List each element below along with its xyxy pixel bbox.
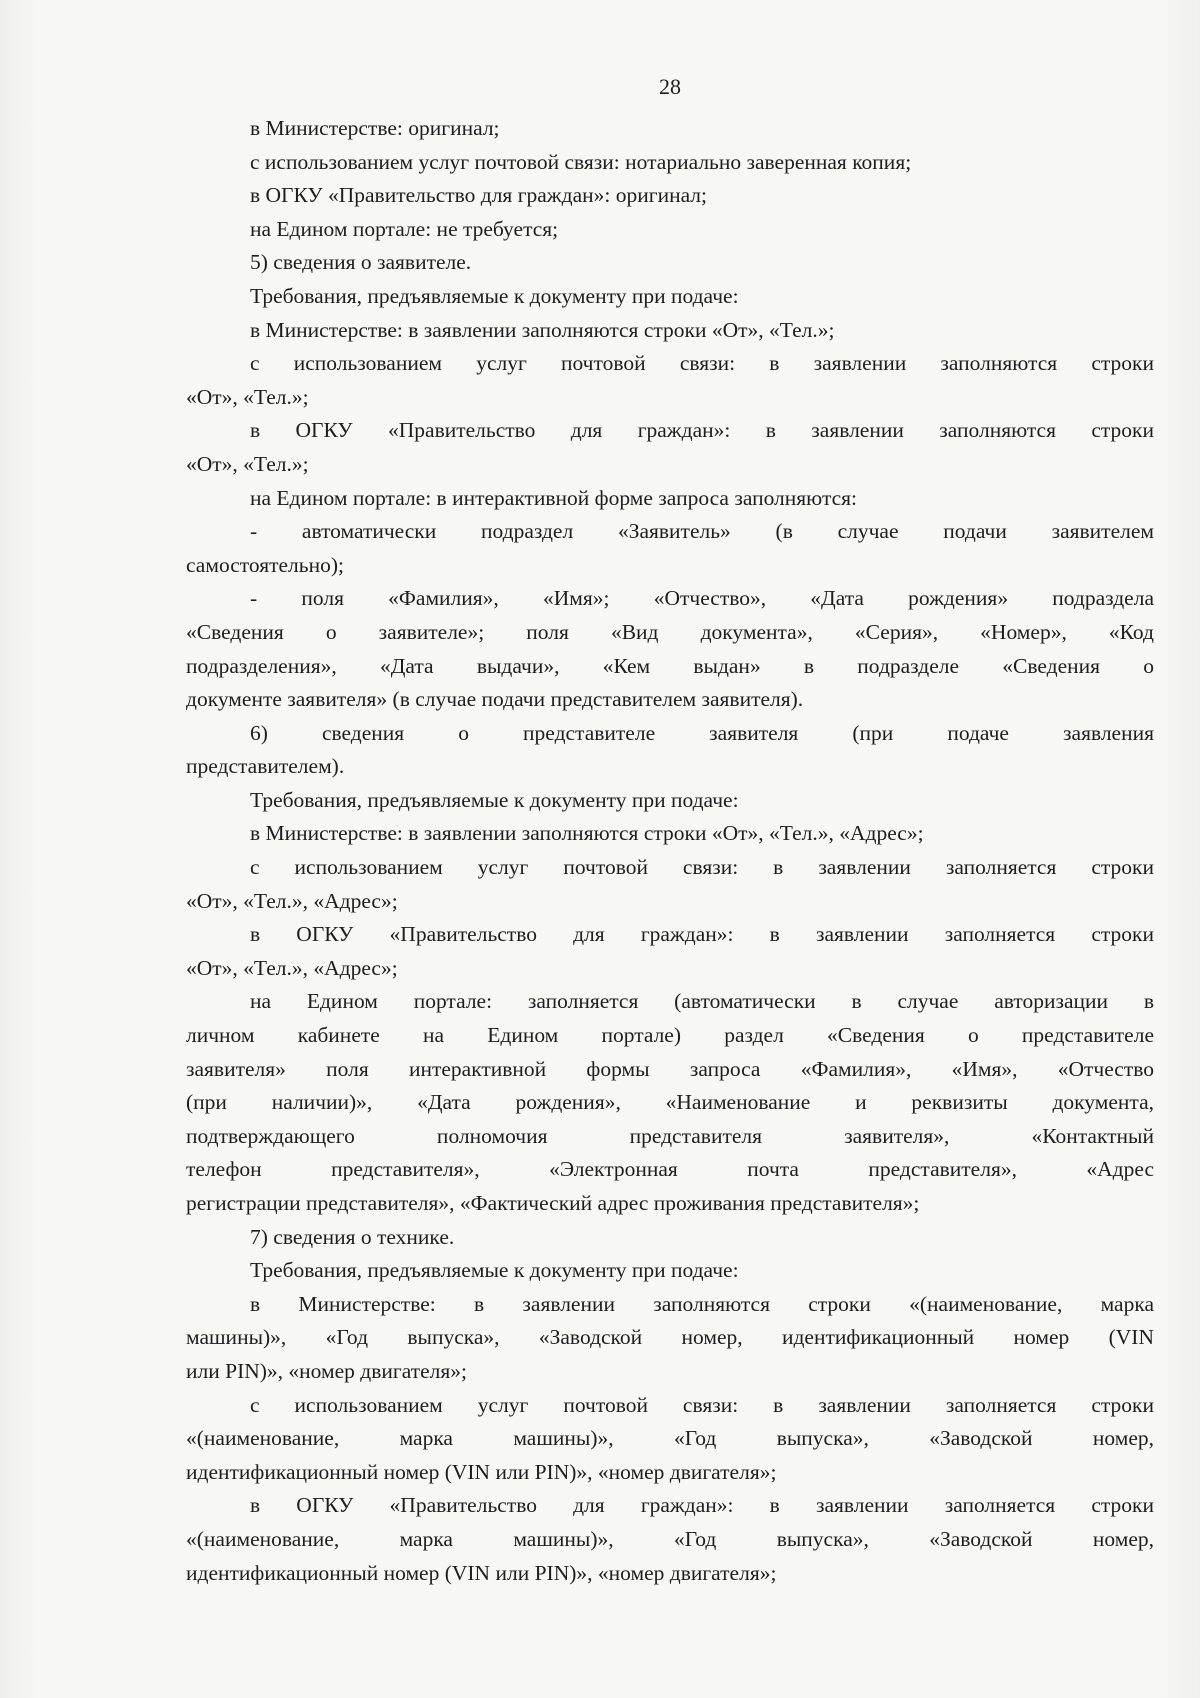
text-line: на Едином портале: в интерактивной форме запроса заполняются:	[250, 485, 858, 510]
text-line: заявителя» поля интерактивной формы запроса «Фамилия», «Имя», «Отчество	[186, 1056, 1154, 1081]
text-line: 5) сведения о заявителе.	[250, 250, 472, 275]
text-line: в ОГКУ «Правительство для граждан»: в заявлении заполняются строки	[250, 418, 1154, 443]
text-line: в ОГКУ «Правительство для граждан»: в заявлении заполняется строки	[250, 1493, 1154, 1518]
text-line: с использованием услуг почтовой связи: в заявлении заполняется строки	[250, 855, 1154, 880]
text-line: представителем).	[186, 754, 345, 779]
text-line: «От», «Тел.», «Адрес»;	[186, 888, 398, 913]
text-line: самостоятельно);	[186, 552, 344, 577]
text-line: в ОГКУ «Правительство для граждан»: в заявлении заполняется строки	[250, 922, 1154, 947]
text-line: на Едином портале: не требуется;	[250, 216, 559, 241]
text-line: машины)», «Год выпуска», «Заводской номер, идентификационный номер (VIN	[186, 1325, 1154, 1350]
text-line: телефон представителя», «Электронная почта представителя», «Адрес	[186, 1157, 1154, 1182]
text-line: с использованием услуг почтовой связи: нотариально заверенная копия;	[250, 149, 912, 174]
text-line: идентификационный номер (VIN или PIN)», «номер двигателя»;	[186, 1560, 777, 1585]
text-line: или PIN)», «номер двигателя»;	[186, 1358, 467, 1383]
text-line: 7) сведения о технике.	[250, 1224, 455, 1249]
text-line: 6) сведения о представителе заявителя (при подаче заявления	[250, 720, 1154, 745]
text-line: в Министерстве: оригинал;	[250, 116, 500, 140]
page-number: 28	[659, 74, 681, 99]
text-line: - поля «Фамилия», «Имя»; «Отчество», «Дата рождения» подраздела	[250, 586, 1154, 611]
text-line: подтверждающего полномочия представителя заявителя», «Контактный	[186, 1123, 1154, 1148]
text-line: в Министерстве: в заявлении заполняются строки «(наименование, марка	[250, 1291, 1154, 1316]
text-line: «От», «Тел.», «Адрес»;	[186, 955, 398, 980]
text-line: в ОГКУ «Правительство для граждан»: оригинал;	[250, 183, 708, 208]
text-line: личном кабинете на Едином портале) раздел «Сведения о представителе	[186, 1023, 1154, 1048]
text-line: «От», «Тел.»;	[186, 384, 309, 409]
text-line: подразделения», «Дата выдачи», «Кем выдан» в подразделе «Сведения о	[186, 653, 1154, 678]
text-line: в Министерстве: в заявлении заполняются строки «От», «Тел.», «Адрес»;	[250, 821, 924, 846]
text-line: с использованием услуг почтовой связи: в заявлении заполняется строки	[250, 1392, 1154, 1417]
text-line: идентификационный номер (VIN или PIN)», «номер двигателя»;	[186, 1459, 777, 1484]
text-line: Требования, предъявляемые к документу при подаче:	[250, 283, 739, 308]
text-line: регистрации представителя», «Фактический адрес проживания представителя»;	[186, 1191, 920, 1215]
text-line: «От», «Тел.»;	[186, 451, 309, 476]
text-line: Требования, предъявляемые к документу при подаче:	[250, 787, 739, 812]
text-line: Требования, предъявляемые к документу при подаче:	[250, 1258, 739, 1283]
text-line: «(наименование, марка машины)», «Год выпуска», «Заводской номер,	[186, 1526, 1154, 1551]
text-line: на Едином портале: заполняется (автоматически в случае авторизации в	[250, 989, 1154, 1014]
document-body	[186, 112, 1154, 1590]
text-line: - автоматически подраздел «Заявитель» (в случае подачи заявителем	[250, 519, 1154, 544]
text-line: документе заявителя» (в случае подачи представителем заявителя).	[186, 687, 804, 712]
text-line: (при наличии)», «Дата рождения», «Наименование и реквизиты документа,	[186, 1090, 1154, 1115]
text-line: с использованием услуг почтовой связи: в заявлении заполняются строки	[250, 351, 1154, 376]
text-line: «(наименование, марка машины)», «Год выпуска», «Заводской номер,	[186, 1426, 1154, 1451]
text-line: в Министерстве: в заявлении заполняются строки «От», «Тел.»;	[250, 317, 835, 342]
text-line: «Сведения о заявителе»; поля «Вид документа», «Серия», «Номер», «Код	[186, 619, 1154, 644]
